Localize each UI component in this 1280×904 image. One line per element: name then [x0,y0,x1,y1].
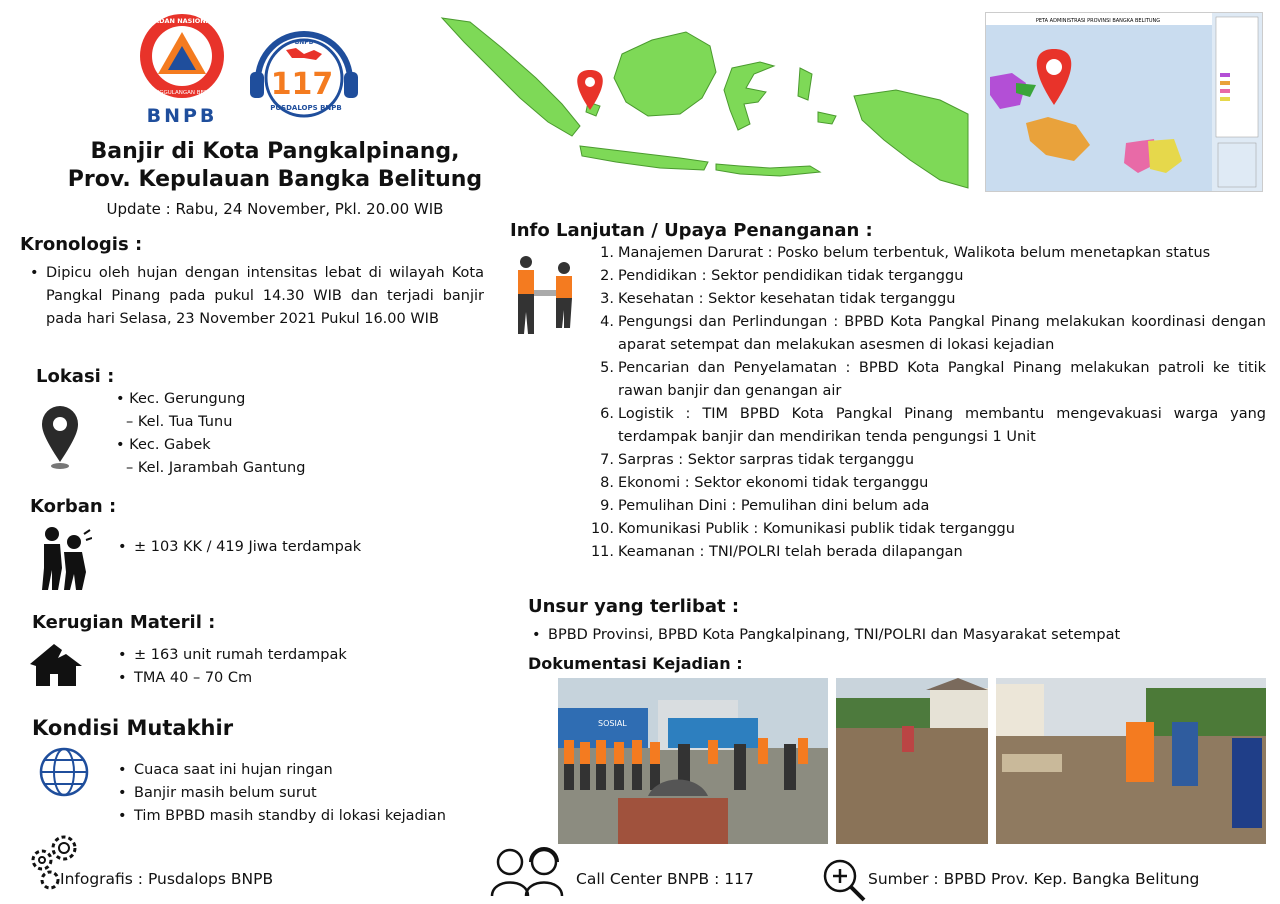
pusdalops-ring-text: PUSDALOPS BNPB [270,104,342,112]
unsur-item: • BPBD Provinsi, BPBD Kota Pangkalpinang, TNI/POLRI dan Masyarakat setempat [530,624,1120,647]
kronologis-heading: Kronologis : [20,234,143,255]
location-pin-icon [40,404,80,476]
unsur-list [530,624,1120,647]
lokasi-line-2: – Kel. Tua Tunu [126,414,233,430]
kerugian-heading: Kerugian Materil : [32,612,216,633]
lokasi-line-1: • Kec. Gerungung [116,391,246,407]
update-timestamp: Update : Rabu, 24 November, Pkl. 20.00 WIB [106,200,444,218]
info-item: 1. Manajemen Darurat : Posko belum terbentuk, Walikota belum menetapkan status [600,245,1211,261]
call-center-icon [488,842,568,902]
info-item: 9. Pemulihan Dini : Pemulihan dini belum ada [600,498,930,514]
info-list [590,242,1266,564]
rescue-team-icon [508,254,580,340]
kerugian-list [116,644,347,690]
lokasi-line-4: – Kel. Jarambah Gantung [126,460,306,476]
footer-call-center: Call Center BNPB : 117 [576,870,754,888]
photo-sign-text: SOSIAL [598,719,627,728]
info-item: 6. Logistik : TIM BPBD Kota Pangkal Pinang membantu mengevakuasi warga yang terdampak banjir dan mendirikan tenda pengungsi 1 Unit [600,406,1266,445]
lokasi-heading: Lokasi : [36,366,115,387]
info-item: 3. Kesehatan : Sektor kesehatan tidak terganggu [600,291,956,307]
unsur-heading: Unsur yang terlibat : [528,596,740,617]
damaged-house-icon [28,640,84,692]
kondisi-list [116,759,446,828]
kerugian-item-2: • TMA 40 – 70 Cm [116,667,347,690]
info-item: 11. Keamanan : TNI/POLRI telah berada dilapangan [590,544,963,560]
kerugian-item-1: • ± 163 unit rumah terdampak [116,644,347,667]
pusdalops-117-logo [244,22,364,122]
bnpb-logo [136,12,228,128]
kronologis-text: • Dipicu oleh hujan dengan intensitas lebat di wilayah Kota Pangkal Pinang pada pukul 14.30 WIB dan terjadi banjir pada hari Selasa, 23 November 2021 Pukul 16.00 WIB [28,262,484,331]
lokasi-line-3: • Kec. Gabek [116,437,211,453]
kondisi-item-2: • Banjir masih belum surut [116,782,446,805]
title-line-2: Prov. Kepulauan Bangka Belitung [67,167,483,192]
lokasi-list [116,388,305,480]
info-item: 8. Ekonomi : Sektor ekonomi tidak terganggu [600,475,929,491]
ring-top-text: BNPB [294,39,314,46]
photo-evacuation [996,678,1266,844]
footer-sumber: Sumber : BPBD Prov. Kep. Bangka Belitung [868,870,1200,888]
kondisi-item-3: • Tim BPBD masih standby di lokasi kejadian [116,805,446,828]
kronologis-list [28,262,484,331]
info-item: 7. Sarpras : Sektor sarpras tidak terganggu [600,452,915,468]
province-map [985,12,1263,192]
title-line-1: Banjir di Kota Pangkalpinang, [90,139,460,164]
kondisi-item-1: • Cuaca saat ini hujan ringan [116,759,446,782]
kondisi-heading: Kondisi Mutakhir [32,716,234,740]
dokumentasi-heading: Dokumentasi Kejadian : [528,654,743,673]
call-number-logo: 117 [270,67,334,102]
province-map-title: PETA ADMINISTRASI PROVINSI BANGKA BELITUNG [1035,18,1161,24]
footer-infografis: Infografis : Pusdalops BNPB [60,870,274,888]
korban-heading: Korban : [30,496,117,517]
photo-flooded-street [836,678,988,844]
photo-briefing [558,678,828,844]
bnpb-arc-bottom: PENANGGULANGAN BENCANA [140,90,224,96]
korban-list [116,536,361,559]
info-item: 2. Pendidikan : Sektor pendidikan tidak terganggu [600,268,964,284]
info-item: 10. Komunikasi Publik : Komunikasi publik tidak terganggu [590,521,1015,537]
bnpb-name: BNPB [146,105,218,127]
info-item: 4. Pengungsi dan Perlindungan : BPBD Kota Pangkal Pinang melakukan koordinasi dengan aparat setempat dan melakukan asesmen di lokasi kejadian [600,314,1266,353]
victims-icon [36,524,92,596]
korban-item: • ± 103 KK / 419 Jiwa terdampak [116,536,361,559]
info-item: 5. Pencarian dan Penyelamatan : BPBD Kota Pangkal Pinang melakukan patroli ke titik rawan banjir dan genangan air [600,360,1266,399]
indonesia-map [440,12,970,192]
search-plus-icon [820,858,868,904]
map-pin-indonesia [577,70,603,110]
globe-icon [38,746,90,802]
info-heading: Info Lanjutan / Upaya Penanganan : [510,220,873,241]
bnpb-arc-top: BADAN NASIONAL [149,17,215,25]
